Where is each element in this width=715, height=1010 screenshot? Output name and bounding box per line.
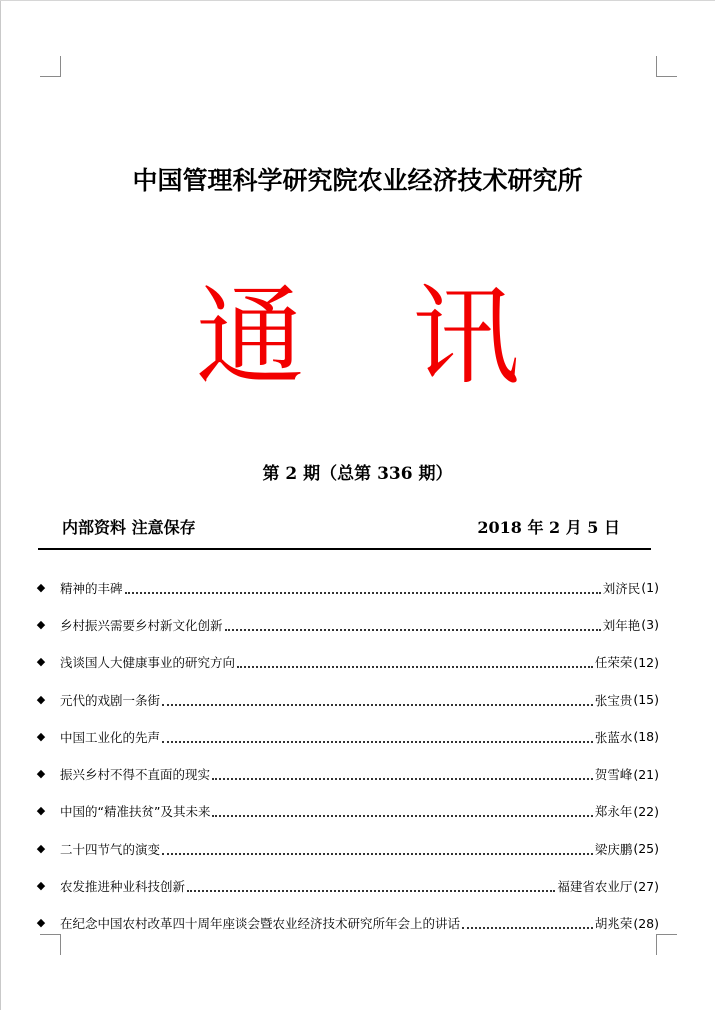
toc-item-title: 精神的丰碑 (60, 580, 123, 596)
toc-item-title: 浅谈国人大健康事业的研究方向 (60, 655, 236, 671)
toc-item[interactable] (34, 905, 659, 942)
toc-item-author: 张宝贵 (594, 692, 633, 708)
publication-date: 2018 年 2 月 5 日 (477, 518, 620, 537)
toc-item-page: (21) (633, 766, 659, 782)
toc-leader-dots (125, 586, 601, 594)
toc-item-page: (25) (633, 841, 659, 857)
toc-leader-dots (212, 772, 593, 780)
toc-leader-dots (162, 735, 593, 743)
toc-item-author: 郑永年 (594, 804, 633, 820)
page-left-edge (0, 0, 1, 1010)
toc-item[interactable] (34, 793, 659, 830)
toc-item[interactable] (34, 718, 659, 755)
toc-item-author: 贺雪峰 (594, 767, 633, 783)
toc-item-title: 农发推进种业科技创新 (60, 879, 186, 895)
toc-leader-dots (162, 847, 593, 855)
crop-mark-top-right (656, 56, 677, 77)
diamond-bullet-icon: ◆ (36, 804, 46, 818)
toc-item-title: 中国的“精准扶贫”及其未来 (60, 804, 211, 820)
organization-title: 中国管理科学研究院农业经济技术研究所 (132, 166, 583, 195)
toc-item-author: 梁庆鹏 (594, 841, 633, 857)
toc-leader-dots (225, 623, 601, 631)
toc-item-author: 刘济民 (602, 580, 641, 596)
toc-item[interactable] (34, 606, 659, 643)
diamond-bullet-icon: ◆ (36, 729, 46, 743)
toc-item-author: 福建省农业厅 (557, 879, 633, 895)
toc-item-page: (27) (633, 878, 659, 894)
diamond-bullet-icon: ◆ (36, 879, 46, 893)
toc-item[interactable] (34, 867, 659, 904)
toc-item-author: 刘年艳 (602, 617, 641, 633)
diamond-bullet-icon: ◆ (36, 617, 46, 631)
toc-item-title: 在纪念中国农村改革四十周年座谈会暨农业经济技术研究所年会上的讲话 (60, 916, 461, 932)
toc-item-title: 乡村振兴需要乡村新文化创新 (60, 617, 223, 633)
toc-item-author: 胡兆荣 (594, 916, 633, 932)
toc-leader-dots (462, 921, 593, 929)
toc-item[interactable] (34, 755, 659, 792)
toc-leader-dots (237, 660, 593, 668)
toc-item[interactable] (34, 681, 659, 718)
diamond-bullet-icon: ◆ (36, 767, 46, 781)
toc-item-page: (1) (641, 580, 659, 596)
crop-mark-bottom-right (656, 934, 677, 955)
toc-leader-dots (162, 698, 593, 706)
issue-number: 第 2 期（总第 336 期） (262, 464, 453, 484)
masthead-char-1: 通 (196, 275, 305, 400)
table-of-contents (34, 569, 659, 942)
toc-item-page: (22) (633, 803, 659, 819)
diamond-bullet-icon: ◆ (36, 580, 46, 594)
toc-item-title: 振兴乡村不得不直面的现实 (60, 767, 211, 783)
diamond-bullet-icon: ◆ (36, 692, 46, 706)
internal-notice: 内部资料 注意保存 (62, 518, 196, 537)
toc-leader-dots (212, 809, 592, 817)
toc-item-title: 元代的戏剧一条街 (60, 692, 161, 708)
diamond-bullet-icon: ◆ (36, 841, 46, 855)
toc-item-title: 中国工业化的先声 (60, 729, 161, 745)
toc-item[interactable] (34, 569, 659, 606)
toc-item-author: 任荣荣 (594, 655, 633, 671)
toc-item[interactable] (34, 644, 659, 681)
diamond-bullet-icon: ◆ (36, 655, 46, 669)
toc-item[interactable] (34, 830, 659, 867)
toc-item-page: (12) (633, 654, 659, 670)
masthead-char-2: 讯 (412, 275, 521, 400)
toc-item-title: 二十四节气的演变 (60, 841, 161, 857)
toc-item-page: (18) (633, 729, 659, 745)
page-top-edge (0, 0, 715, 1)
crop-mark-top-left (40, 56, 61, 77)
toc-item-page: (3) (641, 617, 659, 633)
diamond-bullet-icon: ◆ (36, 916, 46, 930)
toc-item-page: (28) (633, 915, 659, 931)
header-rule (38, 548, 651, 550)
toc-item-page: (15) (633, 692, 659, 708)
toc-leader-dots (187, 884, 555, 892)
toc-item-author: 张蓝水 (594, 729, 633, 745)
